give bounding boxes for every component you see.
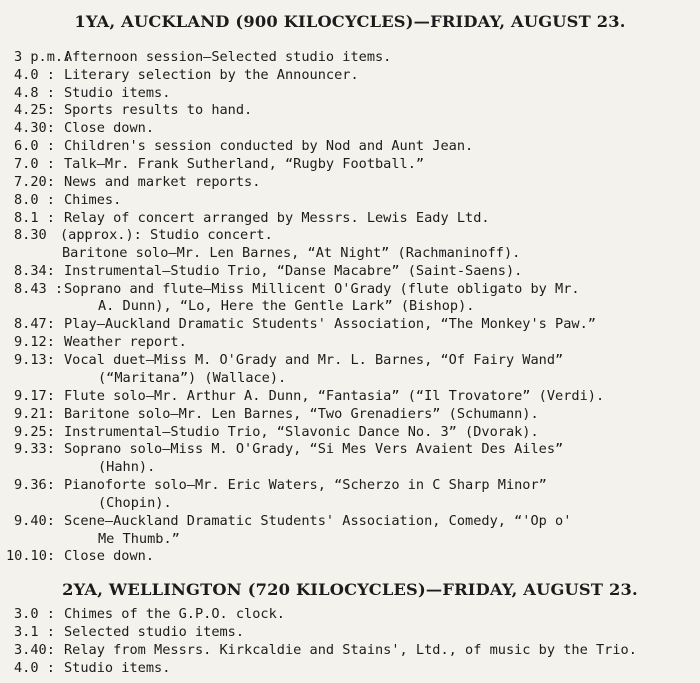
programme-line: [0, 84, 700, 102]
programme-text: Soprano solo—Miss M. O'Grady, “Si Mes Vers Avaient Des Ailes”: [64, 441, 564, 457]
time-label: 7.0 :: [14, 156, 55, 172]
programme-text: Baritone solo—Mr. Len Barnes, “Two Grenadiers” (Schumann).: [64, 406, 539, 422]
programme-line: [0, 512, 700, 530]
time-label: 4.0 :: [14, 660, 55, 676]
time-label: 8.1 :: [14, 210, 55, 226]
programme-line: [0, 226, 700, 244]
programme-text: Soprano and flute—Miss Millicent O'Grady (flute obligato by Mr.: [64, 281, 580, 297]
programme-text: Baritone solo—Mr. Len Barnes, “At Night” (Rachmaninoff).: [62, 245, 521, 261]
time-label: 3 p.m.:: [14, 49, 72, 65]
programme-text: (Hahn).: [98, 459, 156, 475]
programme-line: [0, 66, 700, 84]
programme-text: Sports results to hand.: [64, 102, 253, 118]
programme-line: [0, 547, 700, 565]
time-label: 8.47:: [14, 316, 55, 332]
programme-text: News and market reports.: [64, 174, 261, 190]
programme-line: [0, 119, 700, 137]
programme-text: (Chopin).: [98, 495, 172, 511]
programme-text: Weather report.: [64, 334, 187, 350]
programme-text: Instrumental—Studio Trio, “Slavonic Dance No. 3” (Dvorak).: [64, 424, 539, 440]
programme-line: [0, 155, 700, 173]
programme-text: Close down.: [64, 120, 155, 136]
time-label: 3.0 :: [14, 606, 55, 622]
time-label: 9.12:: [14, 334, 55, 350]
time-label: 6.0 :: [14, 138, 55, 154]
programme-line: [0, 351, 700, 369]
programme-line: [0, 387, 700, 405]
programme-text: Chimes of the G.P.O. clock.: [64, 606, 285, 622]
programme-line: [0, 333, 700, 351]
programme-line: [0, 659, 700, 677]
time-label: 4.0 :: [14, 67, 55, 83]
programme-text: (“Maritana”) (Wallace).: [98, 370, 287, 386]
programme-text: Me Thumb.”: [98, 531, 180, 547]
programme-text: (approx.): Studio concert.: [60, 227, 273, 243]
programme-text: Play—Auckland Dramatic Students' Association, “The Monkey's Paw.”: [64, 316, 596, 332]
programme-line: [0, 641, 700, 659]
programme-line: [0, 262, 700, 280]
time-label: 8.43 :: [14, 281, 64, 297]
time-label: 9.40:: [14, 513, 55, 529]
programme-line: [0, 191, 700, 209]
programme-line: [0, 280, 700, 298]
programme-text: A. Dunn), “Lo, Here the Gentle Lark” (Bishop).: [98, 298, 475, 314]
section-heading-1ya: 1YA, AUCKLAND (900 KILOCYCLES)—FRIDAY, AUGUST 23.: [74, 12, 626, 31]
time-label: 8.34:: [14, 263, 55, 279]
programme-text: Chimes.: [64, 192, 122, 208]
programme-text: Literary selection by the Announcer.: [64, 67, 359, 83]
programme-text: Vocal duet—Miss M. O'Grady and Mr. L. Barnes, “Of Fairy Wand”: [64, 352, 564, 368]
programme-line: [0, 530, 700, 548]
time-label: 4.30:: [14, 120, 55, 136]
programme-line: [0, 369, 700, 387]
time-label: 9.17:: [14, 388, 55, 404]
programme-line: [0, 209, 700, 227]
programme-line: [0, 440, 700, 458]
time-label: 4.25:: [14, 102, 55, 118]
time-label: 3.40:: [14, 642, 55, 658]
time-label: 9.33:: [14, 441, 55, 457]
programme-line: [0, 101, 700, 119]
programme-text: Relay of concert arranged by Messrs. Lewis Eady Ltd.: [64, 210, 490, 226]
programme-text: Afternoon session—Selected studio items.: [64, 49, 392, 65]
time-label: 4.8 :: [14, 85, 55, 101]
time-label: 8.30: [14, 227, 47, 243]
programme-line: [0, 605, 700, 623]
programme-line: [0, 297, 700, 315]
programme-line: [0, 137, 700, 155]
programme-text: Relay from Messrs. Kirkcaldie and Stains', Ltd., of music by the Trio.: [64, 642, 637, 658]
programme-text: Children's session conducted by Nod and Aunt Jean.: [64, 138, 474, 154]
programme-text: Close down.: [64, 548, 155, 564]
programme-line: [0, 476, 700, 494]
programme-line: [0, 423, 700, 441]
section-heading-2ya: 2YA, WELLINGTON (720 KILOCYCLES)—FRIDAY, AUGUST 23.: [62, 580, 638, 599]
programme-line: [0, 48, 700, 66]
programme-text: Scene—Auckland Dramatic Students' Association, Comedy, “'Op o': [64, 513, 572, 529]
time-label: 9.25:: [14, 424, 55, 440]
programme-line: [0, 458, 700, 476]
programme-text: Studio items.: [64, 85, 171, 101]
programme-line: [0, 405, 700, 423]
programme-line: [0, 494, 700, 512]
programme-text: Flute solo—Mr. Arthur A. Dunn, “Fantasia” (“Il Trovatore” (Verdi).: [64, 388, 605, 404]
programme-line: [0, 173, 700, 191]
programme-text: Studio items.: [64, 660, 171, 676]
programme-line: [0, 244, 700, 262]
programme-text: Selected studio items.: [64, 624, 245, 640]
time-label: 3.1 :: [14, 624, 55, 640]
programme-line: [0, 315, 700, 333]
time-label: 10.10:: [6, 548, 56, 564]
time-label: 7.20:: [14, 174, 55, 190]
programme-text: Pianoforte solo—Mr. Eric Waters, “Scherzo in C Sharp Minor”: [64, 477, 547, 493]
time-label: 8.0 :: [14, 192, 55, 208]
programme-line: [0, 623, 700, 641]
time-label: 9.36:: [14, 477, 55, 493]
programme-text: Talk—Mr. Frank Sutherland, “Rugby Football.”: [64, 156, 425, 172]
time-label: 9.13:: [14, 352, 55, 368]
time-label: 9.21:: [14, 406, 55, 422]
programme-text: Instrumental—Studio Trio, “Danse Macabre” (Saint-Saens).: [64, 263, 523, 279]
